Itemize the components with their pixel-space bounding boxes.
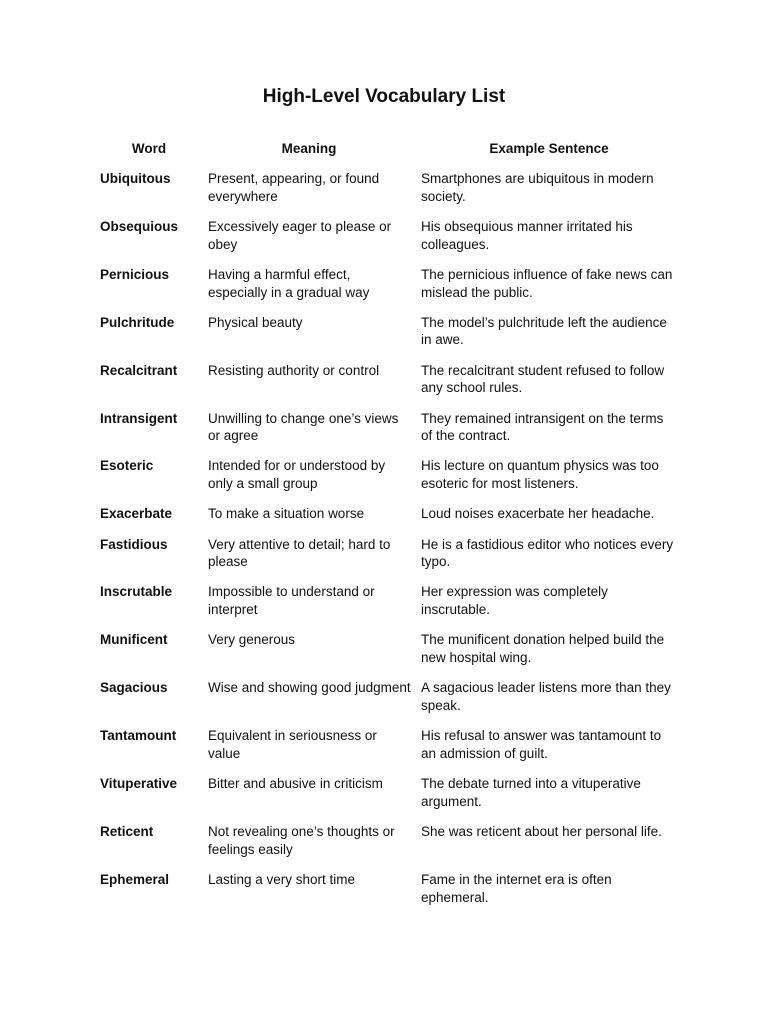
word-cell: Munificent [100,632,168,648]
meaning-cell: Not revealing one’s thoughts or feelings easily [208,823,395,857]
table-row [96,679,682,727]
page-title: High-Level Vocabulary List [262,86,506,107]
word-cell: Reticent [100,823,154,839]
example-cell: Fame in the internet era is often ephemeral. [421,871,612,905]
word-cell: Sagacious [100,680,168,696]
table-row [96,631,682,679]
example-cell: The debate turned into a vituperative argument. [421,776,641,809]
meaning-cell: Bitter and abusive in criticism [208,776,383,792]
meaning-cell: Wise and showing good judgment [208,680,411,696]
table-row [96,505,682,535]
example-cell: A sagacious leader listens more than they speak. [421,680,671,713]
word-cell: Intransigent [100,410,178,426]
example-cell: He is a fastidious editor who notices every typo. [421,536,674,570]
example-cell: They remained intransigent on the terms of the contract. [421,410,664,444]
table-row [96,314,682,362]
table-row [96,218,682,266]
table-row [96,457,682,505]
word-cell: Recalcitrant [100,362,178,378]
meaning-cell: Very attentive to detail; hard to please [208,536,391,570]
word-cell: Inscrutable [100,584,173,600]
example-cell: She was reticent about her personal life. [421,823,662,839]
word-cell: Ephemeral [100,871,170,887]
word-cell: Pernicious [100,266,170,282]
meaning-cell: Intended for or understood by only a small group [208,458,386,492]
table-header-row [96,139,682,170]
table-row [96,727,682,775]
table-row [96,536,682,584]
meaning-cell: Lasting a very short time [208,871,356,887]
example-cell: Smartphones are ubiquitous in modern society. [421,171,654,204]
table-row [96,170,682,218]
word-cell: Vituperative [100,776,178,792]
column-header-example: Example Sentence [489,141,609,156]
word-cell: Pulchritude [100,314,175,330]
word-cell: Exacerbate [100,506,173,522]
example-cell: The munificent donation helped build the new hospital wing. [421,632,665,666]
meaning-cell: Resisting authority or control [208,362,380,378]
meaning-cell: Excessively eager to please or obey [208,218,392,252]
meaning-cell: Equivalent in seriousness or value [208,728,377,761]
word-cell: Ubiquitous [100,171,171,186]
meaning-cell: Having a harmful effect, especially in a gradual way [208,266,370,300]
meaning-cell: Present, appearing, or found everywhere [208,171,380,204]
meaning-cell: Physical beauty [208,314,303,330]
example-cell: Loud noises exacerbate her headache. [421,506,655,522]
meaning-cell: Impossible to understand or interpret [208,584,375,618]
example-cell: His lecture on quantum physics was too esoteric for most listeners. [421,458,659,492]
example-cell: His refusal to answer was tantamount to an admission of guilt. [421,728,662,761]
word-cell: Tantamount [100,728,177,744]
table-row [96,410,682,458]
word-cell: Obsequious [100,218,179,234]
example-cell: The recalcitrant student refused to follow any school rules. [421,362,665,396]
example-cell: The pernicious influence of fake news can mislead the public. [421,266,673,300]
table-row [96,583,682,631]
example-cell: The model’s pulchritude left the audience in awe. [421,314,667,348]
word-cell: Fastidious [100,536,168,552]
column-header-meaning: Meaning [281,141,337,156]
column-header-word: Word [131,141,167,156]
table-row [96,823,682,871]
example-cell: His obsequious manner irritated his colleagues. [421,218,633,252]
table-row [96,362,682,410]
meaning-cell: To make a situation worse [208,506,365,522]
word-cell: Esoteric [100,458,154,474]
vocabulary-table [96,139,682,919]
table-row [96,775,682,823]
table-row [96,266,682,314]
meaning-cell: Unwilling to change one’s views or agree [208,410,399,444]
example-cell: Her expression was completely inscrutable. [421,584,608,618]
table-row [96,871,682,919]
meaning-cell: Very generous [208,632,296,648]
